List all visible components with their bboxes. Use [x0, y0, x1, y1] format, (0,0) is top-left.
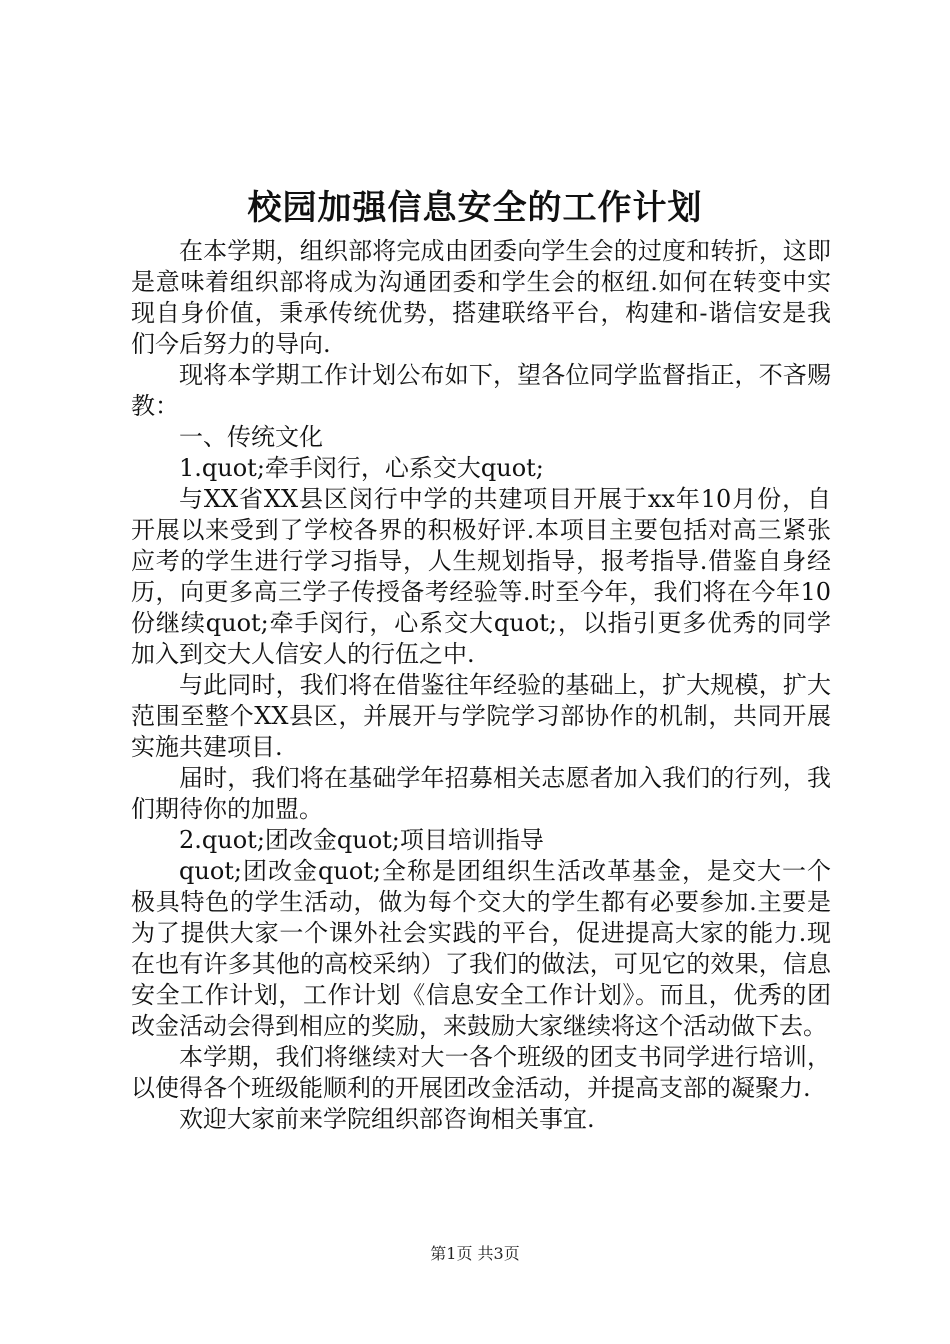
document-title: 校园加强信息安全的工作计划: [247, 188, 703, 228]
paragraph-project-description: 与XX省XX县区闵行中学的共建项目开展于xx年10月份，自开展以来受到了学校各界的积极好评.本项目主要包括对高三紧张应考的学生进行学习指导，人生规划指导，报考指导.借鉴自身经历，向更多高三学子传授备考经验等.时至今年，我们将在今年10份继续quot;牵手闵行，心系交大quot;，以指引更多优秀的同学加入到交大人信安人的行伍之中.: [131, 485, 831, 668]
paragraph-expansion: 与此同时，我们将在借鉴往年经验的基础上，扩大规模，扩大范围至整个XX县区，并展开与学院学习部协作的机制，共同开展实施共建项目.: [131, 671, 831, 761]
section-heading-traditional-culture: 一、传统文化: [179, 423, 323, 451]
paragraph-welcome: 欢迎大家前来学院组织部咨询相关事宜.: [179, 1105, 595, 1133]
document-body: [131, 236, 831, 1135]
subheading-item-1: 1.quot;牵手闵行，心系交大quot;: [179, 454, 544, 482]
paragraph-announcement: 现将本学期工作计划公布如下，望各位同学监督指正，不吝赐教：: [131, 361, 831, 420]
subheading-item-2: 2.quot;团改金quot;项目培训指导: [179, 826, 544, 854]
paragraph-volunteers: 届时，我们将在基础学年招募相关志愿者加入我们的行列，我们期待你的加盟。: [131, 764, 831, 823]
paragraph-training: 本学期，我们将继续对大一各个班级的团支书同学进行培训，以使得各个班级能顺利的开展团改金活动，并提高支部的凝聚力.: [131, 1043, 831, 1102]
paragraph-fund-description: quot;团改金quot;全称是团组织生活改革基金，是交大一个极具特色的学生活动，做为每个交大的学生都有必要参加.主要是为了提供大家一个课外社会实践的平台，促进提高大家的能力.现在也有许多其他的高校采纳）了我们的做法，可见它的效果，信息安全工作计划，工作计划《信息安全工作计划》。而且，优秀的团改金活动会得到相应的奖励，来鼓励大家继续将这个活动做下去。: [131, 857, 831, 1040]
paragraph-intro: 在本学期，组织部将完成由团委向学生会的过度和转折，这即是意味着组织部将成为沟通团委和学生会的枢纽.如何在转变中实现自身价值，秉承传统优势，搭建联络平台，构建和-谐信安是我们今后努力的导向.: [131, 237, 831, 358]
page-footer: 第1页 共3页: [430, 1244, 520, 1263]
